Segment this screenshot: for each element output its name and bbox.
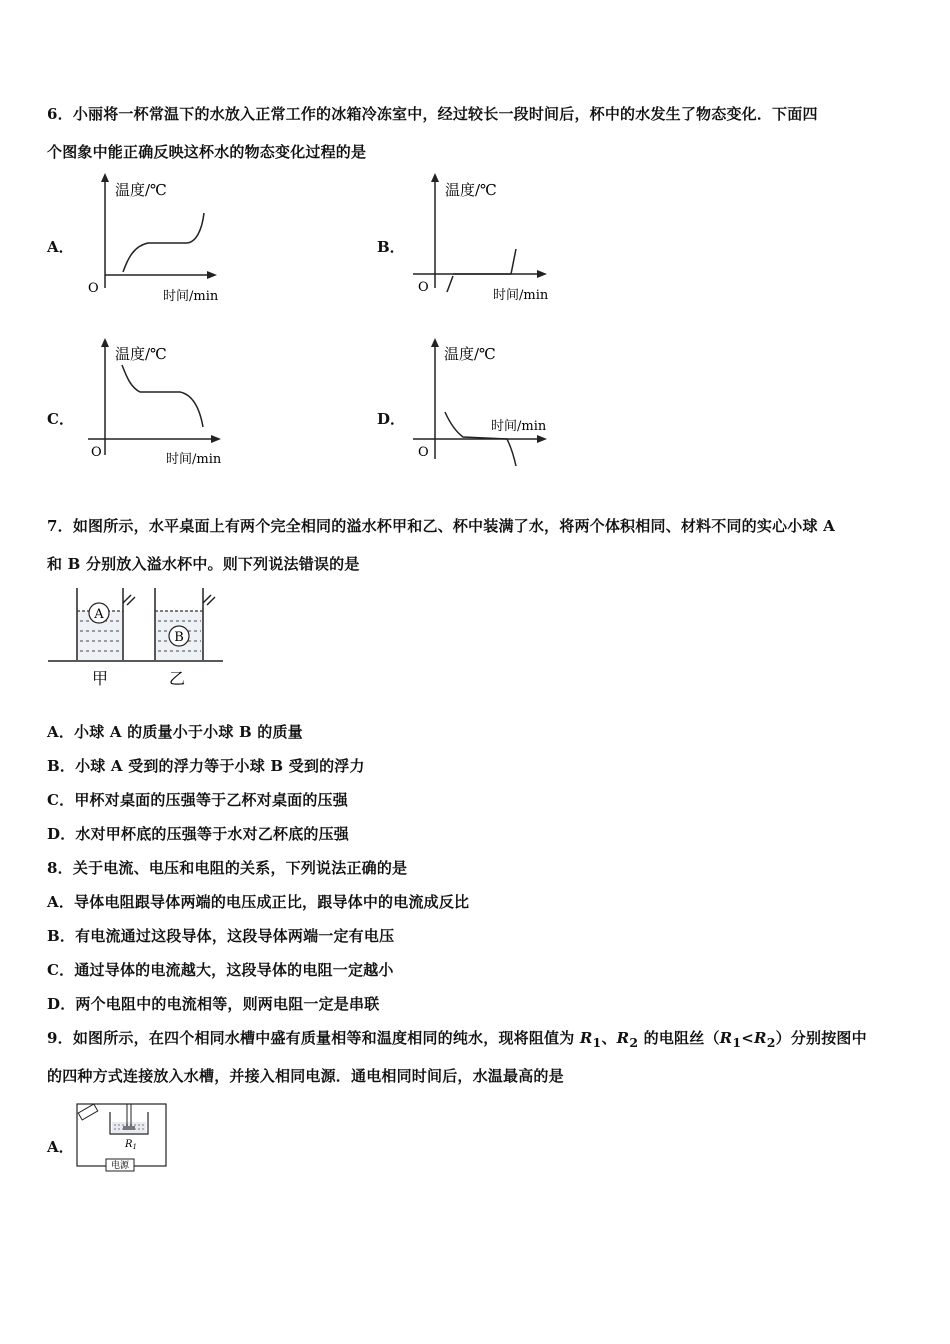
q8-stem: 8．关于电流、电压和电阻的关系，下列说法正确的是 <box>47 859 408 877</box>
q7-cup-jia <box>77 588 135 660</box>
q7-cup-yi <box>155 588 215 660</box>
q7-option-c[interactable]: C．甲杯对桌面的压强等于乙杯对桌面的压强 <box>47 791 348 809</box>
q7-stem-line1: 7．如图所示，水平桌面上有两个完全相同的溢水杯甲和乙、杯中装满了水，将两个体积相同、材料不同的实心小球 A <box>47 517 835 535</box>
q6-graph-c-origin: O <box>91 445 102 460</box>
q8-option-d[interactable]: D．两个电阻中的电流相等，则两电阻一定是串联 <box>47 995 380 1013</box>
q9-r2: R <box>616 1029 630 1047</box>
q6-graph-b-ylabel: 温度/℃ <box>445 181 497 199</box>
q6-option-c-label: C． <box>47 410 74 428</box>
q6-stem-line1: 6．小丽将一杯常温下的水放入正常工作的冰箱冷冻室中，经过较长一段时间后，杯中的水发生了物态变化．下面四 <box>47 105 818 123</box>
q6-stem-line2: 个图象中能正确反映这杯水的物态变化过程的是 <box>47 143 367 161</box>
q6-graph-b-xlabel: 时间/min <box>493 288 549 303</box>
q6-graph-b-curve <box>447 249 516 292</box>
q6-option-b-label: B． <box>377 238 405 256</box>
q9-option-a-label: A． <box>47 1138 74 1156</box>
q6-graph-d[interactable] <box>405 335 575 475</box>
q9-resistor-label: $R_1$ <box>125 1139 137 1151</box>
q7-cup-jia-label: 甲 <box>92 669 109 688</box>
q6-option-d-label: D． <box>377 410 406 428</box>
q6-graph-a-xlabel: 时间/min <box>163 289 219 304</box>
q6-graph-b[interactable] <box>405 170 575 310</box>
q7-option-a[interactable]: A．小球 A 的质量小于小球 B 的质量 <box>47 723 303 741</box>
q6-graph-c-ylabel: 温度/℃ <box>115 345 167 363</box>
q6-graph-d-origin: O <box>418 445 429 460</box>
q6-graph-a-origin: O <box>88 281 99 296</box>
q6-graph-d-xlabel: 时间/min <box>491 419 547 434</box>
q6-graph-c[interactable] <box>70 335 245 475</box>
q6-graph-c-curve <box>122 365 203 427</box>
q7-stem-line2: 和 B 分别放入溢水杯中。则下列说法错误的是 <box>47 555 360 573</box>
q6-graph-c-xlabel: 时间/min <box>166 452 222 467</box>
q7-ball-a-label: A <box>94 607 104 622</box>
q6-graph-d-ylabel: 温度/℃ <box>444 345 496 363</box>
q9-stem-line1: 9．如图所示，在四个相同水槽中盛有质量相等和温度相同的纯水，现将阻值为 $R_1$、$R_2$ 的电阻丝$(R_1<R_2)$分别按图中 <box>47 1029 867 1050</box>
q6-graph-b-origin: O <box>418 280 429 295</box>
q8-option-b[interactable]: B．有电流通过这段导体，这段导体两端一定有电压 <box>47 927 395 945</box>
q9-circuit-a[interactable] <box>70 1098 180 1173</box>
q6-graph-a-ylabel: 温度/℃ <box>115 181 167 199</box>
q7-cup-yi-label: 乙 <box>169 669 186 688</box>
q9-stem-line2: 的四种方式连接放入水槽，并接入相同电源．通电相同时间后，水温最高的是 <box>47 1067 564 1085</box>
q7-ball-b-label: B <box>174 630 184 645</box>
q6-graph-a[interactable] <box>70 170 240 310</box>
q6-graph-a-curve <box>123 213 204 272</box>
q9-resistor <box>123 1126 135 1130</box>
q9-r1: R <box>579 1029 593 1047</box>
q8-option-a[interactable]: A．导体电阻跟导体两端的电压成正比，跟导体中的电流成反比 <box>47 893 470 911</box>
q8-option-c[interactable]: C．通过导体的电流越大，这段导体的电阻一定越小 <box>47 961 394 979</box>
switch-icon <box>78 1104 98 1120</box>
q7-option-d[interactable]: D．水对甲杯底的压强等于水对乙杯底的压强 <box>47 825 350 843</box>
q7-figure-cups <box>45 585 235 695</box>
q7-option-b[interactable]: B．小球 A 受到的浮力等于小球 B 受到的浮力 <box>47 757 365 775</box>
q6-option-a-label: A． <box>47 238 74 256</box>
q9-power-source-label: 电源 <box>110 1161 130 1171</box>
